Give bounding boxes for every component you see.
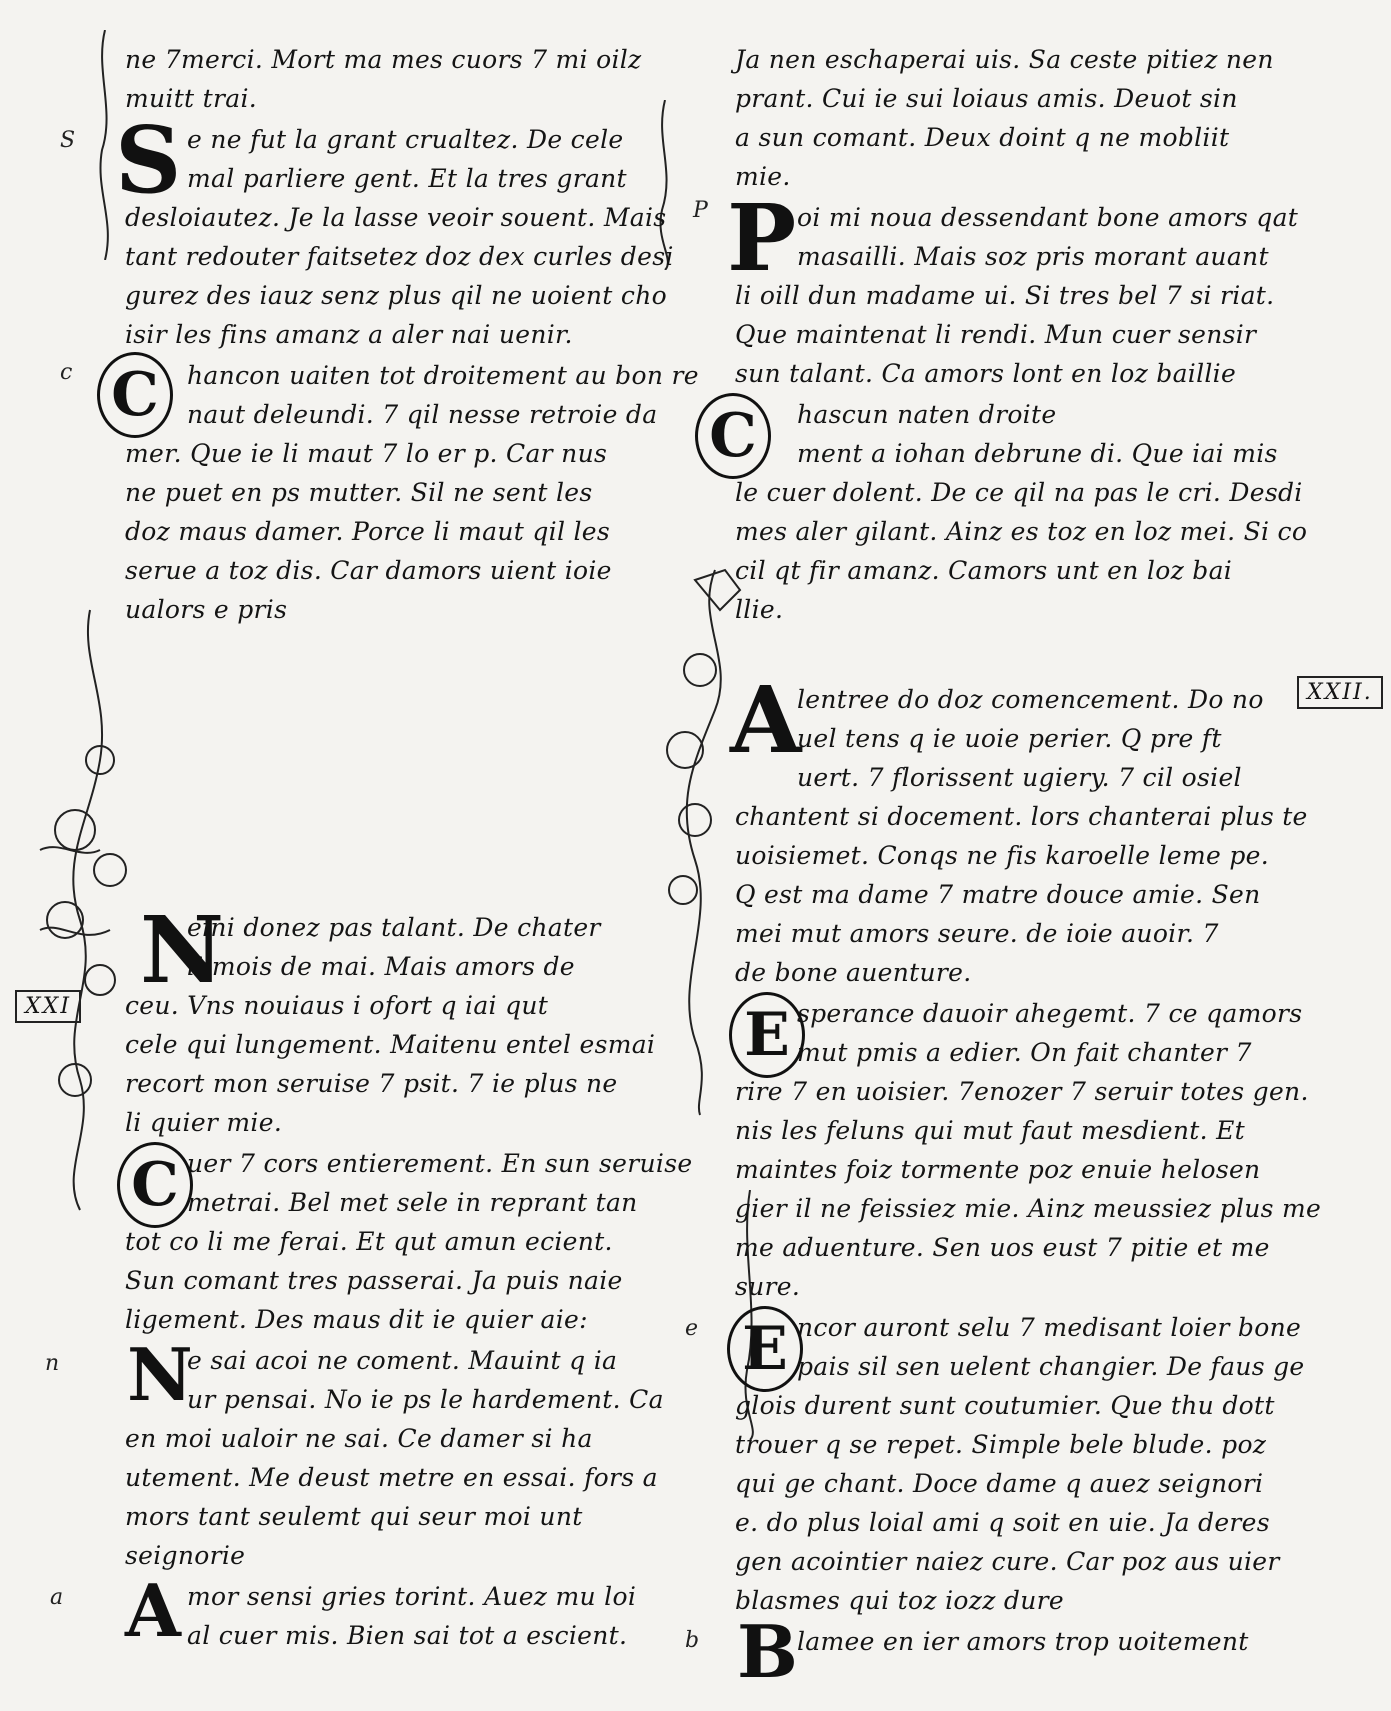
decorated-initial: P xyxy=(727,184,797,292)
verse-line: nis les feluns qui mut faut mesdient. Et xyxy=(735,1116,1246,1145)
verse-line: hancon uaiten tot droitement au bon re xyxy=(187,361,699,390)
verse-line: Ja nen eschaperai uis. Sa ceste pitiez nen xyxy=(735,45,1274,74)
verse-line: mie. xyxy=(735,162,791,191)
decorated-initial: C xyxy=(97,352,173,438)
margin-c-marker: c xyxy=(60,360,73,385)
stanza xyxy=(125,40,685,118)
verse-line: ne puet en ps mutter. Sil ne sent les xyxy=(125,478,593,507)
margin-p-marker: P xyxy=(693,198,708,223)
verse-line: eini donez pas talant. De chater xyxy=(187,913,601,942)
verse-line: cil qt fir amanz. Camors unt en loz bai xyxy=(735,556,1233,585)
verse-line: tant redouter faitsetez doz dex curles desi xyxy=(125,242,674,271)
verse-line: li quier mie. xyxy=(125,1108,283,1137)
foliate-initial-N-ornament xyxy=(20,600,140,1220)
decorated-initial: N xyxy=(140,896,225,1004)
verse-line: blasmes qui toz iozz dure xyxy=(735,1586,1064,1615)
verse-line: mal parliere gent. Et la tres grant xyxy=(187,164,627,193)
verse-line: prant. Cui ie sui loiaus amis. Deuot sin xyxy=(735,84,1238,113)
decorated-initial: S xyxy=(115,106,182,214)
verse-line: a sun comant. Deux doint q ne mobliit xyxy=(735,123,1230,152)
verse-line: Que maintenat li rendi. Mun cuer sensir xyxy=(735,320,1257,349)
verse-line: mer. Que ie li maut 7 lo er p. Car nus xyxy=(125,439,608,468)
verse-line: e. do plus loial ami q soit en uie. Ja deres xyxy=(735,1508,1270,1537)
stanza xyxy=(125,1144,693,1339)
margin-folio-marker: S xyxy=(60,128,76,153)
decorated-initial: A xyxy=(125,1568,181,1653)
margin-letter: n xyxy=(45,1351,60,1376)
stanza xyxy=(685,1609,1295,1694)
verse-line: sperance dauoir ahegemt. 7 ce qamors xyxy=(797,999,1303,1028)
verse-line: al cuer mis. Bien sai tot a escient. xyxy=(187,1621,628,1650)
margin-letter: a xyxy=(50,1585,64,1610)
verse-line: e sai acoi ne coment. Mauint q ia xyxy=(187,1346,618,1375)
verse-line: uel tens q ie uoie perier. Q pre ft xyxy=(797,724,1222,753)
verse-line: cele qui lungement. Maitenu entel esmai xyxy=(125,1030,656,1059)
verse-line: e ne fut la grant crualtez. De cele xyxy=(187,125,624,154)
decorated-initial: C xyxy=(117,1142,193,1228)
stanza xyxy=(115,106,685,354)
verse-line: me aduenture. Sen uos eust 7 pitie et me xyxy=(735,1233,1270,1262)
verse-line: Sun comant tres passerai. Ja puis naie xyxy=(125,1266,623,1295)
verse-line: glois durent sunt coutumier. Que thu dott xyxy=(735,1391,1275,1420)
verse-line: li mois de mai. Mais amors de xyxy=(187,952,575,981)
verse-line: llie. xyxy=(735,595,784,624)
verse-line: serue a toz dis. Car damors uient ioie xyxy=(125,556,612,585)
verse-line: gier il ne feissiez mie. Ainz meussiez plus me xyxy=(735,1194,1322,1223)
verse-line: sun talant. Ca amors lont en loz baillie xyxy=(735,359,1237,388)
verse-line: ligement. Des maus dit ie quier aie: xyxy=(125,1305,588,1334)
stanza xyxy=(735,40,1295,196)
margin-letter: b xyxy=(685,1628,700,1653)
verse-line: mors tant seulemt qui seur moi unt xyxy=(125,1502,583,1531)
stanza xyxy=(125,896,685,1142)
verse-line: sure. xyxy=(735,1272,801,1301)
stanza xyxy=(735,994,1322,1306)
verse-line: Q est ma dame 7 matre douce amie. Sen xyxy=(735,880,1261,909)
verse-line: ment a iohan debrune di. Que iai mis xyxy=(797,439,1278,468)
margin-letter: e xyxy=(685,1316,699,1341)
stanza xyxy=(730,666,1308,992)
verse-line: gen acointier naiez cure. Car poz aus uier xyxy=(735,1547,1280,1576)
verse-line: isir les fins amanz a aler nai uenir. xyxy=(125,320,573,349)
stanza xyxy=(45,1332,685,1575)
verse-line: seignorie xyxy=(125,1541,246,1570)
decorated-initial: N xyxy=(127,1332,193,1417)
verse-line: hascun naten droite xyxy=(797,400,1057,429)
verse-line: gurez des iauz senz plus qil ne uoient cho xyxy=(125,281,667,310)
decorated-initial: E xyxy=(729,992,805,1078)
verse-line: en moi ualoir ne sai. Ce damer si ha xyxy=(125,1424,593,1453)
verse-line: uert. 7 florissent ugiery. 7 cil osiel xyxy=(797,763,1242,792)
verse-line: pais sil sen uelent changier. De faus ge xyxy=(797,1352,1305,1381)
stanza xyxy=(709,395,1308,629)
verse-line: uer 7 cors entierement. En sun seruise xyxy=(187,1149,693,1178)
verse-line: recort mon seruise 7 psit. 7 ie plus ne xyxy=(125,1069,618,1098)
decorated-initial: C xyxy=(695,393,771,479)
verse-line: ualors e pris xyxy=(125,595,288,624)
verse-line: ceu. Vns nouiaus i ofort q iai qut xyxy=(125,991,549,1020)
verse-line: le cuer dolent. De ce qil na pas le cri. Desdi xyxy=(735,478,1303,507)
verse-line: uoisiemet. Conqs ne fis karoelle leme pe. xyxy=(735,841,1270,870)
verse-line: de bone auenture. xyxy=(735,958,972,987)
verse-line: muitt trai. xyxy=(125,84,257,113)
verse-line: oi mi noua dessendant bone amors qat xyxy=(797,203,1299,232)
verse-line: naut deleundi. 7 qil nesse retroie da xyxy=(187,400,658,429)
left-column-top xyxy=(111,40,699,631)
verse-line: li oill dun madame ui. Si tres bel 7 si riat. xyxy=(735,281,1275,310)
verse-line: qui ge chant. Doce dame q auez seignori xyxy=(735,1469,1264,1498)
verse-line: masailli. Mais soz pris morant auant xyxy=(797,242,1269,271)
verse-line: trouer q se repet. Simple bele blude. poz xyxy=(735,1430,1267,1459)
right-column-top xyxy=(709,40,1308,631)
verse-line: tot co li me ferai. Et qut amun ecient. xyxy=(125,1227,613,1256)
verse-line: metrai. Bel met sele in reprant tan xyxy=(187,1188,638,1217)
roman-numeral-right: XXII. xyxy=(1297,676,1383,709)
stanza xyxy=(50,1568,685,1655)
verse-line: mor sensi gries torint. Auez mu loi xyxy=(187,1582,637,1611)
verse-line: mut pmis a edier. On fait chanter 7 xyxy=(797,1038,1252,1067)
stanza xyxy=(727,184,1299,393)
stanza xyxy=(685,1308,1305,1620)
decorated-initial: B xyxy=(737,1609,798,1694)
verse-line: lentree do doz comencement. Do no xyxy=(797,685,1264,714)
verse-line: chantent si docement. lors chanterai plus te xyxy=(735,802,1308,831)
decorated-initial: E xyxy=(727,1306,803,1392)
verse-line: desloiautez. Je la lasse veoir souent. Mais xyxy=(125,203,667,232)
verse-line: doz maus damer. Porce li maut qil les xyxy=(125,517,611,546)
verse-line: mes aler gilant. Ainz es toz en loz mei. Si co xyxy=(735,517,1308,546)
right-column-bottom xyxy=(685,666,1322,1694)
verse-line: mei mut amors seure. de ioie auoir. 7 xyxy=(735,919,1219,948)
stanza xyxy=(111,356,699,629)
verse-line: ncor auront selu 7 medisant loier bone xyxy=(797,1313,1302,1342)
verse-line: utement. Me deust metre en essai. fors a xyxy=(125,1463,658,1492)
verse-line: ne 7merci. Mort ma mes cuors 7 mi oilz xyxy=(125,45,642,74)
verse-line: maintes foiz tormente poz enuie helosen xyxy=(735,1155,1261,1184)
verse-line: lamee en ier amors trop uoitement xyxy=(797,1627,1249,1656)
verse-line: ur pensai. No ie ps le hardement. Ca xyxy=(187,1385,664,1414)
roman-numeral-left: XXI xyxy=(15,990,81,1023)
decorated-initial: A xyxy=(730,666,802,774)
verse-line: rire 7 en uoisier. 7enozer 7 seruir totes gen. xyxy=(735,1077,1309,1106)
